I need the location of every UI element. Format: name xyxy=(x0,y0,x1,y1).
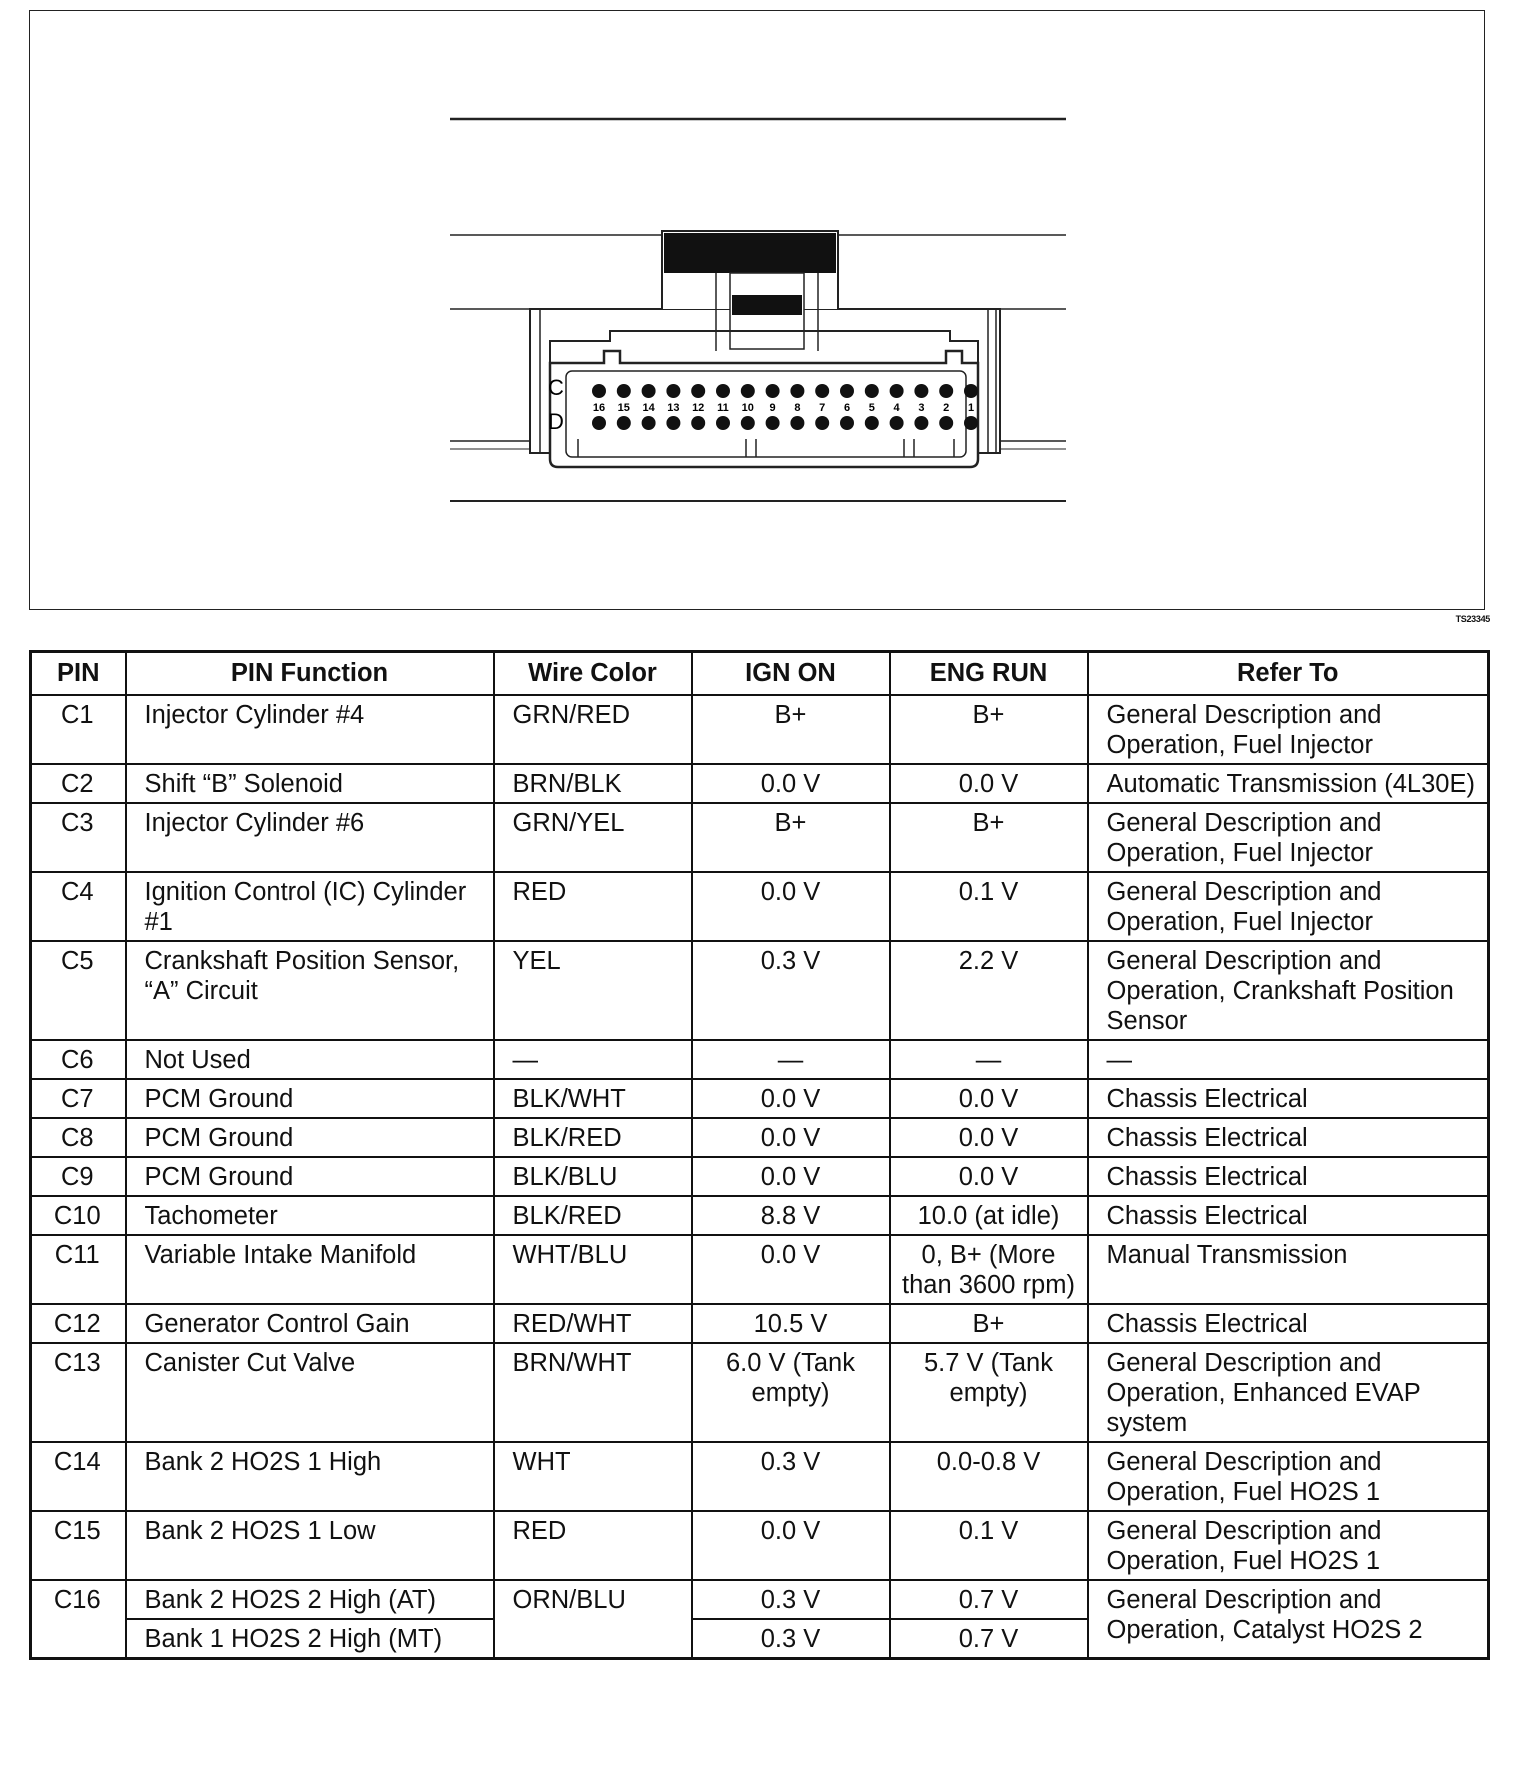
table-header-row xyxy=(31,652,1489,696)
pin-d12 xyxy=(691,416,705,430)
cell-wire-color: WHT/BLU xyxy=(494,1235,692,1304)
pin-c2 xyxy=(939,384,953,398)
cell-wire-color: RED/WHT xyxy=(494,1304,692,1343)
pin-d9 xyxy=(766,416,780,430)
cell-pin-function: Variable Intake Manifold xyxy=(126,1235,494,1304)
pin-c1 xyxy=(964,384,978,398)
pin-c6 xyxy=(840,384,854,398)
cell-wire-color: WHT xyxy=(494,1442,692,1511)
connector-diagram-frame xyxy=(29,10,1485,610)
cell-eng-run: 2.2 V xyxy=(890,941,1088,1040)
header-pin-function: PIN Function xyxy=(126,652,494,696)
cell-pin-function: Injector Cylinder #4 xyxy=(126,695,494,764)
cell-pin: C4 xyxy=(31,872,126,941)
cell-refer-to: General Description and Operation, Crankshaft Position Sensor xyxy=(1088,941,1489,1040)
cell-wire-color: BLK/RED xyxy=(494,1196,692,1235)
row-label-d: D xyxy=(548,409,564,434)
table-row xyxy=(31,1079,1489,1118)
cell-eng-run: 0.0 V xyxy=(890,1079,1088,1118)
header-refer-to: Refer To xyxy=(1088,652,1489,696)
pin-number-label: 5 xyxy=(868,402,875,414)
cell-refer-to: General Description and Operation, Fuel Injector xyxy=(1088,695,1489,764)
table-row xyxy=(31,695,1489,764)
cell-eng-run: 0, B+ (More than 3600 rpm) xyxy=(890,1235,1088,1304)
pin-number-label: 8 xyxy=(794,402,801,414)
pin-d15 xyxy=(617,416,631,430)
table-row xyxy=(31,1118,1489,1157)
cell-refer-to: General Description and Operation, Catalyst HO2S 2 xyxy=(1088,1580,1489,1659)
header-pin: PIN xyxy=(31,652,126,696)
pin-c3 xyxy=(914,384,928,398)
cell-eng-run: 0.1 V xyxy=(890,1511,1088,1580)
cell-pin-function: Generator Control Gain xyxy=(126,1304,494,1343)
table-row xyxy=(31,941,1489,1040)
pin-number-label: 14 xyxy=(642,402,655,414)
cell-ign-on: 0.0 V xyxy=(692,1157,890,1196)
cell-pin: C2 xyxy=(31,764,126,803)
cell-pin-function: Bank 2 HO2S 1 Low xyxy=(126,1511,494,1580)
cell-eng-run: 0.1 V xyxy=(890,872,1088,941)
table-row xyxy=(31,803,1489,872)
pin-number-label: 13 xyxy=(667,402,680,414)
pin-number-label: 12 xyxy=(692,402,705,414)
cell-pin-function: Ignition Control (IC) Cylinder #1 xyxy=(126,872,494,941)
cell-eng-run: 0.0 V xyxy=(890,1118,1088,1157)
cell-ign-on: 0.3 V xyxy=(692,941,890,1040)
cell-ign-on: — xyxy=(692,1040,890,1079)
pin-d5 xyxy=(865,416,879,430)
cell-ign-on: 0.0 V xyxy=(692,1118,890,1157)
cell-pin-function: Bank 2 HO2S 2 High (AT) xyxy=(126,1580,494,1619)
pin-c13 xyxy=(666,384,680,398)
row-label-c: C xyxy=(548,375,564,400)
cell-wire-color: BRN/BLK xyxy=(494,764,692,803)
cell-pin: C16 xyxy=(31,1580,126,1659)
table-row xyxy=(31,1196,1489,1235)
cell-pin-function: Canister Cut Valve xyxy=(126,1343,494,1442)
pin-table xyxy=(29,650,1490,1660)
pin-c15 xyxy=(617,384,631,398)
cell-wire-color: GRN/YEL xyxy=(494,803,692,872)
cell-pin-function: Bank 1 HO2S 2 High (MT) xyxy=(126,1619,494,1659)
pin-c12 xyxy=(691,384,705,398)
table-row xyxy=(31,1304,1489,1343)
header-eng-run: ENG RUN xyxy=(890,652,1088,696)
pin-d11 xyxy=(716,416,730,430)
pin-c10 xyxy=(741,384,755,398)
table-row xyxy=(31,1511,1489,1580)
pin-number-label: 9 xyxy=(769,402,776,414)
connector-diagram xyxy=(30,11,1486,611)
pin-c7 xyxy=(815,384,829,398)
cell-eng-run: 10.0 (at idle) xyxy=(890,1196,1088,1235)
table-row xyxy=(31,764,1489,803)
figure-id: TS23345 xyxy=(1455,614,1490,624)
cell-pin: C6 xyxy=(31,1040,126,1079)
pin-c16 xyxy=(592,384,606,398)
cell-refer-to: — xyxy=(1088,1040,1489,1079)
pin-number-label: 7 xyxy=(819,402,826,414)
cell-ign-on: 0.3 V xyxy=(692,1442,890,1511)
cell-refer-to: Chassis Electrical xyxy=(1088,1157,1489,1196)
pin-d2 xyxy=(939,416,953,430)
cell-wire-color: — xyxy=(494,1040,692,1079)
latch-band xyxy=(664,233,836,273)
cell-eng-run: B+ xyxy=(890,695,1088,764)
cell-ign-on: 10.5 V xyxy=(692,1304,890,1343)
cell-ign-on: 0.3 V xyxy=(692,1580,890,1619)
cell-wire-color: BLK/BLU xyxy=(494,1157,692,1196)
cell-pin-function: Injector Cylinder #6 xyxy=(126,803,494,872)
pin-d13 xyxy=(666,416,680,430)
cell-refer-to: General Description and Operation, Fuel HO2S 1 xyxy=(1088,1511,1489,1580)
cell-pin-function: PCM Ground xyxy=(126,1118,494,1157)
pin-c9 xyxy=(766,384,780,398)
cell-pin: C12 xyxy=(31,1304,126,1343)
pin-d7 xyxy=(815,416,829,430)
cell-pin: C15 xyxy=(31,1511,126,1580)
pin-d4 xyxy=(890,416,904,430)
cell-eng-run: 0.7 V xyxy=(890,1619,1088,1659)
cell-pin: C1 xyxy=(31,695,126,764)
cell-refer-to: Chassis Electrical xyxy=(1088,1196,1489,1235)
cell-pin: C3 xyxy=(31,803,126,872)
pin-c11 xyxy=(716,384,730,398)
cell-ign-on: 8.8 V xyxy=(692,1196,890,1235)
pin-d14 xyxy=(642,416,656,430)
cell-eng-run: 0.7 V xyxy=(890,1580,1088,1619)
pin-c14 xyxy=(642,384,656,398)
cell-eng-run: 0.0 V xyxy=(890,1157,1088,1196)
cell-ign-on: 0.0 V xyxy=(692,1511,890,1580)
cell-eng-run: 0.0 V xyxy=(890,764,1088,803)
pin-number-label: 2 xyxy=(943,402,950,414)
cell-refer-to: Manual Transmission xyxy=(1088,1235,1489,1304)
cell-refer-to: Chassis Electrical xyxy=(1088,1118,1489,1157)
table-row xyxy=(31,1235,1489,1304)
cell-refer-to: Automatic Transmission (4L30E) xyxy=(1088,764,1489,803)
cell-pin: C13 xyxy=(31,1343,126,1442)
cell-pin: C10 xyxy=(31,1196,126,1235)
pin-number-label: 6 xyxy=(843,402,851,414)
cell-wire-color: GRN/RED xyxy=(494,695,692,764)
cell-refer-to: General Description and Operation, Fuel Injector xyxy=(1088,803,1489,872)
cell-refer-to: General Description and Operation, Fuel Injector xyxy=(1088,872,1489,941)
pin-number-label: 3 xyxy=(918,402,925,414)
cell-eng-run: 0.0-0.8 V xyxy=(890,1442,1088,1511)
cell-refer-to: Chassis Electrical xyxy=(1088,1079,1489,1118)
cell-pin: C5 xyxy=(31,941,126,1040)
cell-eng-run: B+ xyxy=(890,803,1088,872)
cell-pin: C9 xyxy=(31,1157,126,1196)
cell-wire-color: BLK/WHT xyxy=(494,1079,692,1118)
table-row xyxy=(31,1442,1489,1511)
pin-number-label: 4 xyxy=(893,402,900,414)
pin-d16 xyxy=(592,416,606,430)
pin-cavity xyxy=(566,371,966,457)
pin-number-label: 15 xyxy=(617,402,630,414)
pin-d1 xyxy=(964,416,978,430)
cell-pin: C11 xyxy=(31,1235,126,1304)
cell-pin-function: PCM Ground xyxy=(126,1079,494,1118)
pin-number-label: 16 xyxy=(592,402,606,414)
cell-ign-on: B+ xyxy=(692,695,890,764)
pin-d8 xyxy=(790,416,804,430)
cell-wire-color: BRN/WHT xyxy=(494,1343,692,1442)
cell-pin-function: Not Used xyxy=(126,1040,494,1079)
pin-d3 xyxy=(914,416,928,430)
cell-ign-on: 0.0 V xyxy=(692,764,890,803)
cell-ign-on: 0.0 V xyxy=(692,1235,890,1304)
cell-refer-to: Chassis Electrical xyxy=(1088,1304,1489,1343)
latch-slot-band xyxy=(732,295,802,315)
pin-d10 xyxy=(741,416,755,430)
cell-pin-function: Tachometer xyxy=(126,1196,494,1235)
cell-ign-on: 0.3 V xyxy=(692,1619,890,1659)
header-ign-on: IGN ON xyxy=(692,652,890,696)
cell-pin-function: Bank 2 HO2S 1 High xyxy=(126,1442,494,1511)
cell-ign-on: 0.0 V xyxy=(692,872,890,941)
pin-number-label: 11 xyxy=(717,402,729,414)
table-row xyxy=(31,1157,1489,1196)
pin-number-label: 1 xyxy=(967,402,975,414)
cell-wire-color: BLK/RED xyxy=(494,1118,692,1157)
cell-pin-function: Crankshaft Position Sensor, “A” Circuit xyxy=(126,941,494,1040)
cell-eng-run: — xyxy=(890,1040,1088,1079)
pin-number-label: 10 xyxy=(741,402,754,414)
table-row xyxy=(31,1040,1489,1079)
cell-pin-function: PCM Ground xyxy=(126,1157,494,1196)
cell-wire-color: ORN/BLU xyxy=(494,1580,692,1659)
cell-eng-run: 5.7 V (Tank empty) xyxy=(890,1343,1088,1442)
cell-refer-to: General Description and Operation, Fuel HO2S 1 xyxy=(1088,1442,1489,1511)
pin-c4 xyxy=(890,384,904,398)
cell-pin: C8 xyxy=(31,1118,126,1157)
cell-wire-color: RED xyxy=(494,872,692,941)
cell-refer-to: General Description and Operation, Enhanced EVAP system xyxy=(1088,1343,1489,1442)
cell-ign-on: 6.0 V (Tank empty) xyxy=(692,1343,890,1442)
cell-pin-function: Shift “B” Solenoid xyxy=(126,764,494,803)
table-row xyxy=(31,872,1489,941)
cell-wire-color: RED xyxy=(494,1511,692,1580)
cell-eng-run: B+ xyxy=(890,1304,1088,1343)
pin-c8 xyxy=(790,384,804,398)
cell-pin: C14 xyxy=(31,1442,126,1511)
cell-wire-color: YEL xyxy=(494,941,692,1040)
cell-ign-on: B+ xyxy=(692,803,890,872)
cell-pin: C7 xyxy=(31,1079,126,1118)
cell-ign-on: 0.0 V xyxy=(692,1079,890,1118)
header-wire-color: Wire Color xyxy=(494,652,692,696)
table-row xyxy=(31,1580,1489,1619)
table-row xyxy=(31,1343,1489,1442)
pin-c5 xyxy=(865,384,879,398)
pin-d6 xyxy=(840,416,854,430)
